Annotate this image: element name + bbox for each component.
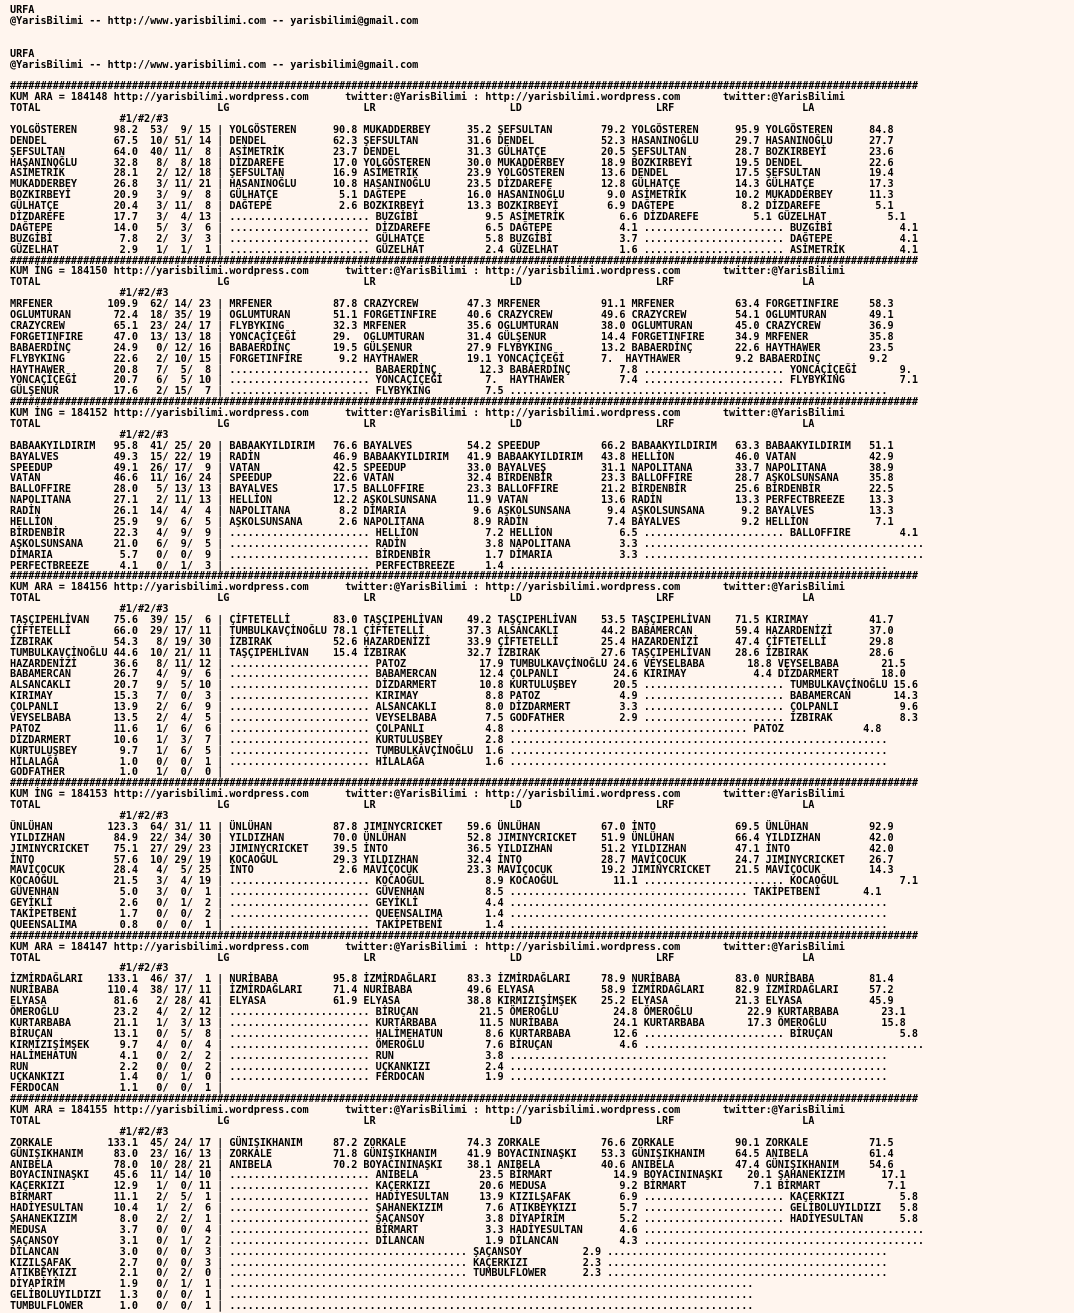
- table-row: TUMBULFLOWER 1.0 0/ 0/ 1 | ......................................................................................: [10, 1301, 754, 1313]
- race-header: KUM ARA = 184147 http://yarisbilimi.wordpress.com twitter:@YarisBilimi : http://yarisbilimi.wordpress.com twitter:@YarisBilimi: [10, 941, 845, 953]
- table-row: ŞAÇANSOY 3.1 0/ 1/ 2 | ....................... DİLANCAN 1.9 DİLANCAN 4.3 ..............................................: [10, 1235, 925, 1247]
- table-row: ŞEFSULTAN 64.0 40/ 11/ 8 | ASİMETRİK 23.7 DENDEL 31.3 GÜLHATÇE 20.5 ŞEFSULTAN 28.7 BOZKIRBEYİ 23.6: [10, 146, 894, 158]
- race-header: KUM İNG = 184150 http://yarisbilimi.wordpress.com twitter:@YarisBilimi : http://yarisbilimi.wordpress.com twitter:@YarisBilimi: [10, 266, 845, 278]
- table-row: RADİN 26.1 14/ 4/ 4 | NAPOLITANA 8.2 DİMARIA 9.6 AŞKOLSUNSANA 9.4 AŞKOLSUNSANA 9.2 BAYALVES 13.3: [10, 506, 894, 518]
- table-row: TAKİPETBENİ 1.7 0/ 0/ 2 | ....................... QUEENSALIMA 1.4 ..............................................................: [10, 909, 888, 921]
- table-row: HASANINOĞLU 32.8 8/ 8/ 18 | DİZDAREFE 17.0 YOLGÖSTEREN 30.0 MUKADDERBEY 18.9 BOZKIRBEYİ 19.5 DENDEL 22.6: [10, 157, 894, 169]
- table-row: MUKADDERBEY 26.8 3/ 11/ 21 | HASANINOĞLU 10.8 HASANINOĞLU 23.5 DİZDAREFE 12.8 GÜLHATÇE 14.3 GÜLHATÇE 17.3: [10, 179, 894, 191]
- table-row: NAPOLITANA 27.1 2/ 11/ 13 | HELLİON 12.2 AŞKOLSUNSANA 11.9 VATAN 13.6 RADİN 13.3 PERFECTBREEZE 13.3: [10, 495, 894, 507]
- table-row: MAVİÇOCUK 28.4 4/ 5/ 25 | İNTO 2.6 MAVİÇOCUK 23.3 MAVİÇOCUK 19.2 JIMINYCRICKET 21.5 MAVİÇOCUK 14.3: [10, 865, 894, 877]
- table-row: KIZILŞAFAK 2.7 0/ 0/ 3 | ....................................... KAÇERKIZI 2.3 ..............................................: [10, 1257, 888, 1269]
- table-row: GÜNIŞIKHANIM 83.0 23/ 16/ 13 | ZORKALE 71.8 GÜNIŞIKHANIM 41.9 BOYACININAŞKI 53.3 GÜNIŞIKHANIM 64.5 ANIBELA 61.4: [10, 1148, 894, 1160]
- table-row: İZMİRDAĞLARI 133.1 46/ 37/ 1 | NURİBABA 95.8 İZMİRDAĞLARI 83.3 İZMİRDAĞLARI 78.9 NURİBABA 83.0 NURİBABA 81.4: [10, 974, 894, 986]
- table-row: ELYASA 81.6 2/ 28/ 41 | ELYASA 61.9 ELYASA 38.8 KIRMIZIŞİMŞEK 25.2 ELYASA 21.3 ELYASA 45.9: [10, 996, 894, 1008]
- race-header: KUM İNG = 184152 http://yarisbilimi.wordpress.com twitter:@YarisBilimi : http://yarisbilimi.wordpress.com twitter:@YarisBilimi: [10, 408, 845, 420]
- table-row: ATIKBEYKIZI 2.1 0/ 2/ 0 | ....................................... TUMBULFLOWER 2.3 ..............................................: [10, 1268, 888, 1280]
- table-row: YOLGÖSTEREN 98.2 53/ 9/ 15 | YOLGÖSTEREN 90.8 MUKADDERBEY 35.2 ŞEFSULTAN 79.2 YOLGÖSTEREN 95.9 YOLGÖSTEREN 84.8: [10, 124, 894, 136]
- race-header: KUM ARA = 184156 http://yarisbilimi.wordpress.com twitter:@YarisBilimi : http://yarisbilimi.wordpress.com twitter:@YarisBilimi: [10, 582, 845, 594]
- column-header: TOTAL LG LR LD LRF LA: [10, 1115, 815, 1127]
- table-row: HADİYESULTAN 10.4 1/ 2/ 6 | ....................... ŞAHANEKIZIM 7.6 ATIKBEYKIZI 5.7 ....................... GELİBOLUYILDIZI 5.8: [10, 1203, 918, 1215]
- table-row: GÜLHATÇE 20.4 3/ 11/ 8 | DAĞTEPE 2.6 BOZKIRBEYİ 13.3 BOZKIRBEYİ 6.9 DAĞTEPE 8.2 DİZDAREFE 5.1: [10, 201, 894, 213]
- table-row: HALİMEHATUN 4.1 0/ 2/ 2 | ....................... RUN 3.8 ..............................................................: [10, 1050, 888, 1062]
- separator-line: #####################################################################################################################################################: [10, 571, 918, 583]
- table-row: RUN 2.2 0/ 0/ 2 | ....................... UÇKANKIZI 2.4 ..............................................................: [10, 1061, 888, 1073]
- table-row: DİZDAREFE 17.7 3/ 4/ 13 | ....................... BUZGİBİ 9.5 ASİMETRİK 6.6 DİZDAREFE 5.1 GÜZELHAT 5.1: [10, 212, 906, 224]
- table-row: KOCAOĞUL 21.5 3/ 4/ 19 | ....................... KOCAOĞUL 8.9 KOCAOĞUL 11.1 ....................... KOCAOĞUL 7.1: [10, 876, 918, 888]
- table-row: GÜZELHAT 2.9 1/ 1/ 1 | ....................... GÜZELHAT 2.4 GÜZELHAT 1.6 ....................... ASİMETRİK 4.1: [10, 244, 918, 256]
- table-row: ÜNLÜHAN 123.3 64/ 31/ 11 | ÜNLÜHAN 87.8 JIMINYCRICKET 59.6 ÜNLÜHAN 67.0 İNTO 69.5 ÜNLÜHAN 92.9: [10, 821, 894, 833]
- table-row: DİYAPİRİM 1.9 0/ 1/ 1 | ......................................................................................: [10, 1279, 754, 1291]
- separator-line: #####################################################################################################################################################: [10, 81, 918, 93]
- column-subheader: #1/#2/#3: [10, 963, 169, 975]
- table-row: TUMBULKAVÇİNOĞLU 44.6 10/ 21/ 11 | TAŞÇIPEHLİVAN 15.4 İZBIRAK 32.7 İZBIRAK 27.6 TAŞÇIPEHLİVAN 28.6 İZBIRAK 28.6: [10, 647, 894, 659]
- table-row: VATAN 46.6 11/ 16/ 24 | SPEEDUP 22.6 VATAN 32.4 BİRDENBİR 23.3 BALLOFFIRE 28.7 AŞKOLSUNSANA 35.8: [10, 473, 894, 485]
- table-row: BAYALVES 49.3 15/ 22/ 19 | RADİN 46.9 BABAAKYILDIRIM 41.9 BABAAKYILDIRIM 43.8 HELLİON 46.0 VATAN 42.9: [10, 451, 894, 463]
- table-row: DİZDARMERT 10.6 1/ 3/ 7 | ....................... KURTULUŞBEY 2.8 ..............................................................: [10, 734, 888, 746]
- separator-line: #####################################################################################################################################################: [10, 930, 918, 942]
- separator-line: #####################################################################################################################################################: [10, 1094, 918, 1106]
- report-title: URFA: [10, 48, 35, 60]
- table-row: BİRUÇAN 13.1 0/ 5/ 8 | ....................... HALİMEHATUN 8.6 KURTARBABA 12.6 ....................... BİRUÇAN 5.8: [10, 1028, 918, 1040]
- table-row: JIMINYCRICKET 75.1 27/ 29/ 23 | JIMINYCRICKET 39.5 İNTO 36.5 YILDIZHAN 51.2 YILDIZHAN 47.1 İNTO 42.0: [10, 843, 894, 855]
- table-row: GEYİKLİ 2.6 0/ 1/ 2 | ....................... GEYİKLİ 4.4 ..............................................................: [10, 898, 888, 910]
- column-subheader: #1/#2/#3: [10, 429, 169, 441]
- table-row: ASİMETRİK 28.1 2/ 12/ 18 | ŞEFSULTAN 16.9 ASİMETRİK 23.9 YOLGÖSTEREN 13.6 DENDEL 17.5 ŞEFSULTAN 19.4: [10, 168, 894, 180]
- column-header: TOTAL LG LR LD LRF LA: [10, 103, 815, 115]
- table-row: PERFECTBREEZE 4.1 0/ 1/ 3 | ....................... PERFECTBREEZE 1.4 ..............................................................: [10, 560, 888, 572]
- table-row: QUEENSALIMA 0.8 0/ 0/ 1 | ....................... TAKİPETBENİ 1.4 ..............................................................: [10, 919, 888, 931]
- table-row: KURTARBABA 21.1 1/ 3/ 13 | ....................... KURTARBABA 11.5 NURİBABA 24.1 KURTARBABA 17.3 ÖMEROĞLU 15.8: [10, 1017, 906, 1029]
- table-row: CRAZYCREW 65.1 23/ 24/ 17 | FLYBYKING 32.3 MRFENER 35.6 OGLUMTURAN 38.0 OGLUMTURAN 45.0 CRAZYCREW 36.9: [10, 320, 894, 332]
- column-header: TOTAL LG LR LD LRF LA: [10, 952, 815, 964]
- table-row: YILDIZHAN 84.9 22/ 34/ 30 | YILDIZHAN 70.0 ÜNLÜHAN 52.8 JIMINYCRICKET 51.9 ÜNLÜHAN 66.4 YILDIZHAN 42.0: [10, 832, 894, 844]
- table-row: GÜVENHAN 5.0 3/ 0/ 1 | ....................... GÜVENHAN 8.5 ....................................... TAKİPETBENİ 4.1: [10, 887, 882, 899]
- separator-line: #####################################################################################################################################################: [10, 778, 918, 790]
- column-header: TOTAL LG LR LD LRF LA: [10, 800, 815, 812]
- column-subheader: #1/#2/#3: [10, 811, 169, 823]
- column-header: TOTAL LG LR LD LRF LA: [10, 593, 815, 605]
- table-row: HAYTHAWER 20.8 7/ 5/ 8 | ....................... BABAERDİNÇ 12.3 BABAERDİNÇ 7.8 ....................... YONCAÇİÇEĞİ 9.: [10, 364, 912, 376]
- race-header: KUM ARA = 184148 http://yarisbilimi.wordpress.com twitter:@YarisBilimi : http://yarisbilimi.wordpress.com twitter:@YarisBilimi: [10, 92, 845, 104]
- table-row: FLYBYKING 22.6 2/ 10/ 15 | FORGETINFIRE 9.2 HAYTHAWER 19.1 YONCAÇİÇEĞİ 7. HAYTHAWER 9.2 BABAERDİNÇ 9.2: [10, 353, 888, 365]
- table-row: VEYSELBABA 13.5 2/ 4/ 5 | ....................... VEYSELBABA 7.5 GODFATHER 2.9 ....................... İZBIRAK 8.3: [10, 713, 918, 724]
- table-row: MEDUSA 3.7 0/ 0/ 4 | ....................... BİRMART 3.3 HADİYESULTAN 4.6 ..............................................: [10, 1224, 925, 1236]
- table-row: ÇİFTETELLİ 66.0 29/ 17/ 11 | TUMBULKAVÇİNOĞLU 78.1 ÇİFTETELLİ 37.3 ALSANCAKLI 44.2 BABAMERCAN 59.4 HAZARDENİZİ 37.0: [10, 625, 894, 637]
- table-row: BABAAKYILDIRIM 95.8 41/ 25/ 20 | BABAAKYILDIRIM 76.6 BAYALVES 54.2 SPEEDUP 66.2 BABAAKYILDIRIM 63.3 BABAAKYILDIRIM 51.1: [10, 440, 894, 452]
- table-row: PATOZ 11.6 1/ 6/ 6 | ....................... ÇOLPANLI 4.8 ....................................... PATOZ 4.8: [10, 723, 882, 735]
- separator-line: #####################################################################################################################################################: [10, 255, 918, 267]
- table-row: KIRIMAY 15.3 7/ 0/ 3 | ....................... KIRIMAY 8.8 PATOZ 4.9 ....................... BABAMERCAN 14.3: [10, 691, 918, 703]
- column-subheader: #1/#2/#3: [10, 288, 169, 300]
- table-row: DAĞTEPE 14.0 5/ 3/ 6 | ....................... DİZDAREFE 6.5 DAĞTEPE 4.1 ....................... BUZGİBİ 4.1: [10, 222, 918, 234]
- race-report: [10, 6, 924, 1313]
- table-row: SPEEDUP 49.1 26/ 17/ 9 | VATAN 42.5 SPEEDUP 33.0 BAYALVEŞ 31.1 NAPOLITANA 33.7 NAPOLITANA 38.9: [10, 462, 894, 474]
- table-row: ANIBELA 78.0 10/ 28/ 21 | ANIBELA 70.2 BOYACININAŞKI 38.1 ANIBELA 40.6 ANIBELA 47.4 GÜNIŞIKHANIM 54.6: [10, 1159, 894, 1171]
- table-row: İNTO 57.6 10/ 29/ 19 | KOCAOĞUL 29.3 YILDIZHAN 32.4 İNTO 28.7 MAVİÇOCUK 24.7 JIMINYCRICKET 26.7: [10, 854, 894, 866]
- table-row: BOYACININAŞKI 45.6 11/ 14/ 10 | ....................... ANIBELA 23.5 BİRMART 14.9 BOYACININAŞKI 20.1 ŞAHANEKIZIM 17.1: [10, 1170, 906, 1182]
- table-row: TAŞÇIPEHLİVAN 75.6 39/ 15/ 6 | ÇİFTETELLİ 83.0 TAŞÇIPEHLİVAN 49.2 TAŞÇIPEHLİVAN 53.5 TAŞÇIPEHLİVAN 71.5 KIRIMAY 41.7: [10, 614, 894, 626]
- table-row: KURTULUŞBEY 9.7 1/ 6/ 5 | ....................... TUMBULKAVÇİNOĞLU 1.6 ..............................................................: [10, 745, 888, 757]
- table-row: FORGETINFIRE 47.0 13/ 13/ 18 | YONCAÇİÇEĞİ 29. OGLUMTURAN 31.4 GÜLŞENUR 14.4 FORGETINFIRE 34.9 MRFENER 35.8: [10, 331, 894, 343]
- race-list: [10, 82, 924, 1313]
- table-row: DİLANCAN 3.0 0/ 0/ 3 | ....................................... ŞAÇANSOY 2.9 ..............................................: [10, 1246, 888, 1258]
- table-row: BİRDENBİR 22.3 4/ 9/ 9 | ....................... HELLİON 7.2 HELLİON 6.5 ....................... BALLOFFIRE 4.1: [10, 527, 918, 539]
- column-header: TOTAL LG LR LD LRF LA: [10, 418, 815, 430]
- table-row: KAÇERKIZI 12.9 1/ 0/ 11 | ....................... KAÇERKIZI 20.6 MEDUSA 9.2 BİRMART 7.1 BİRMART 7.1: [10, 1181, 906, 1193]
- table-row: YONCAÇİÇEĞİ 20.7 6/ 5/ 10 | ....................... YONCAÇİÇEĞİ 7. HAYTHAWER 7.4 ....................... FLYBYKING 7.1: [10, 375, 918, 387]
- table-row: GELİBOLUYILDIZI 1.3 0/ 0/ 1 | ......................................................................................: [10, 1290, 754, 1302]
- table-row: OGLUMTURAN 72.4 18/ 35/ 19 | OGLUMTURAN 51.1 FORGETINFIRE 40.6 CRAZYCREW 49.6 CRAZYCREW 54.1 OGLUMTURAN 49.1: [10, 310, 894, 322]
- separator-line: #####################################################################################################################################################: [10, 397, 918, 409]
- spacer: [10, 28, 924, 39]
- column-subheader: #1/#2/#3: [10, 604, 169, 616]
- table-row: BALLOFFIRE 28.0 5/ 13/ 13 | BAYALVES 17.5 BALLOFFIRE 23.3 BALLOFFIRE 21.2 BİRDENBİR 25.6 BİRDENBİR 22.5: [10, 484, 894, 496]
- report-contact: @YarisBilimi -- http://www.yarisbilimi.com -- yarisbilimi@gmail.com: [10, 59, 419, 71]
- report-title: URFA: [10, 5, 35, 16]
- race-header: KUM İNG = 184153 http://yarisbilimi.wordpress.com twitter:@YarisBilimi : http://yarisbilimi.wordpress.com twitter:@YarisBilimi: [10, 789, 845, 801]
- table-row: ZORKALE 133.1 45/ 24/ 17 | GÜNIŞIKHANIM 87.2 ZORKALE 74.3 ZORKALE 76.6 ZORKALE 90.1 ZORKALE 71.5: [10, 1137, 894, 1149]
- race-header: KUM ARA = 184155 http://yarisbilimi.wordpress.com twitter:@YarisBilimi : http://yarisbilimi.wordpress.com twitter:@YarisBilimi: [10, 1105, 845, 1117]
- table-row: UÇKANKIZI 1.4 0/ 1/ 0 | ....................... FERDOCAN 1.9 ..............................................................: [10, 1072, 888, 1084]
- table-row: ÖMEROĞLU 23.2 4/ 2/ 12 | ....................... BİRUÇAN 21.5 ÖMEROĞLU 24.8 ÖMEROĞLU 22.9 KURTARBABA 23.1: [10, 1007, 906, 1019]
- table-row: BUZGİBİ 7.8 2/ 3/ 3 | ....................... GÜLHATÇE 5.8 BUZGİBİ 3.7 ....................... DAĞTEPE 4.1: [10, 233, 918, 245]
- table-row: GÜLŞENUR 17.6 2/ 15/ 7 | ....................... FLYBYKING 7.5 ..............................................................: [10, 386, 888, 398]
- table-row: AŞKOLSUNSANA 21.0 6/ 9/ 5 | ....................... RADİN 3.8 NAPOLITANA 3.3 ..............................................: [10, 538, 925, 550]
- table-row: DİMARIA 5.7 0/ 0/ 9 | ....................... BİRDENBİR 1.7 DİMARIA 3.3 ..............................................: [10, 549, 925, 561]
- table-row: BOZKIRBEYİ 20.9 3/ 9/ 8 | GÜLHATÇE 5.1 DAĞTEPE 16.0 HASANINOĞLU 9.0 ASİMETRİK 10.2 MUKADDERBEY 11.3: [10, 190, 894, 202]
- column-header: TOTAL LG LR LD LRF LA: [10, 277, 815, 289]
- table-row: BİRMART 11.1 2/ 5/ 1 | ....................... HADİYESULTAN 13.9 KIZILŞAFAK 6.9 ....................... KAÇERKIZI 5.8: [10, 1192, 918, 1204]
- spacer: [10, 39, 924, 50]
- table-row: DENDEL 67.5 10/ 51/ 14 | DENDEL 62.3 ŞEFSULTAN 31.6 DENDEL 52.3 HASANINOĞLU 29.7 HASANINOĞLU 27.7: [10, 135, 894, 147]
- table-row: ŞAHANEKIZIM 8.0 2/ 2/ 1 | ....................... ŞAÇANSOY 3.8 DİYAPİRİM 5.2 ....................... HADİYESULTAN 5.8: [10, 1213, 918, 1225]
- table-row: HİLALAĞA 1.0 0/ 0/ 1 | ....................... HİLALAĞA 1.6 ..............................................................: [10, 756, 888, 768]
- report-contact: @YarisBilimi -- http://www.yarisbilimi.com -- yarisbilimi@gmail.com: [10, 15, 419, 27]
- table-row: BABAMERCAN 26.7 4/ 9/ 6 | ....................... BABAMERCAN 12.4 ÇOLPANLI 24.6 KIRIMAY 4.4 DİZDARMERT 18.0: [10, 669, 906, 681]
- table-row: HELLİON 25.9 9/ 6/ 5 | AŞKOLSUNSANA 2.6 NAPOLITANA 8.9 RADİN 7.4 BAYALVES 9.2 HELLİON 7.1: [10, 516, 894, 528]
- column-subheader: #1/#2/#3: [10, 114, 169, 126]
- table-row: GODFATHER 1.0 1/ 0/ 0 |: [10, 767, 224, 779]
- column-subheader: #1/#2/#3: [10, 1126, 169, 1138]
- table-row: BABAERDİNÇ 24.9 0/ 12/ 16 | BABAERDİNÇ 19.5 GÜLŞENUR 27.9 FLYBYKING 13.2 BABAERDİNÇ 22.6 HAYTHAWER 23.5: [10, 342, 894, 354]
- table-row: MRFENER 109.9 62/ 14/ 23 | MRFENER 87.8 CRAZYCREW 47.3 MRFENER 91.1 MRFENER 63.4 FORGETINFIRE 58.3: [10, 299, 894, 311]
- table-row: ALSANCAKLI 20.7 9/ 5/ 10 | ....................... DİZDARMERT 10.8 KURTULUŞBEY 20.5 ....................... TUMBULKAVÇİNOĞLU 15.6: [10, 680, 918, 692]
- table-row: HAZARDENİZİ 36.6 8/ 11/ 12 | ....................... PATOZ 17.9 TUMBULKAVÇİNOĞLU 24.6 VEYSELBABA 18.8 VEYSELBABA 21.5: [10, 658, 906, 670]
- table-row: NURİBABA 110.4 38/ 17/ 11 | İZMİRDAĞLARI 71.4 NURİBABA 49.6 ELYASA 58.9 İZMİRDAĞLARI 82.9 İZMİRDAĞLARI 57.2: [10, 985, 894, 997]
- table-row: ÇOLPANLI 13.9 2/ 6/ 9 | ....................... ALSANCAKLI 8.0 DİZDARMERT 3.3 ....................... ÇOLPANLI 9.6: [10, 702, 918, 714]
- table-row: FERDOCAN 1.1 0/ 0/ 1 |: [10, 1083, 224, 1095]
- table-row: İZBIRAK 54.3 8/ 19/ 30 | İZBIRAK 52.6 HAZARDENİZİ 33.9 ÇİFTETELLİ 25.4 HAZARDENİZİ 47.4 ÇİFTETELLİ 29.8: [10, 636, 894, 648]
- table-row: KIRMIZIŞİMŞEK 9.7 4/ 0/ 4 | ....................... ÖMEROĞLU 7.6 BİRUÇAN 4.6 ..............................................: [10, 1039, 925, 1051]
